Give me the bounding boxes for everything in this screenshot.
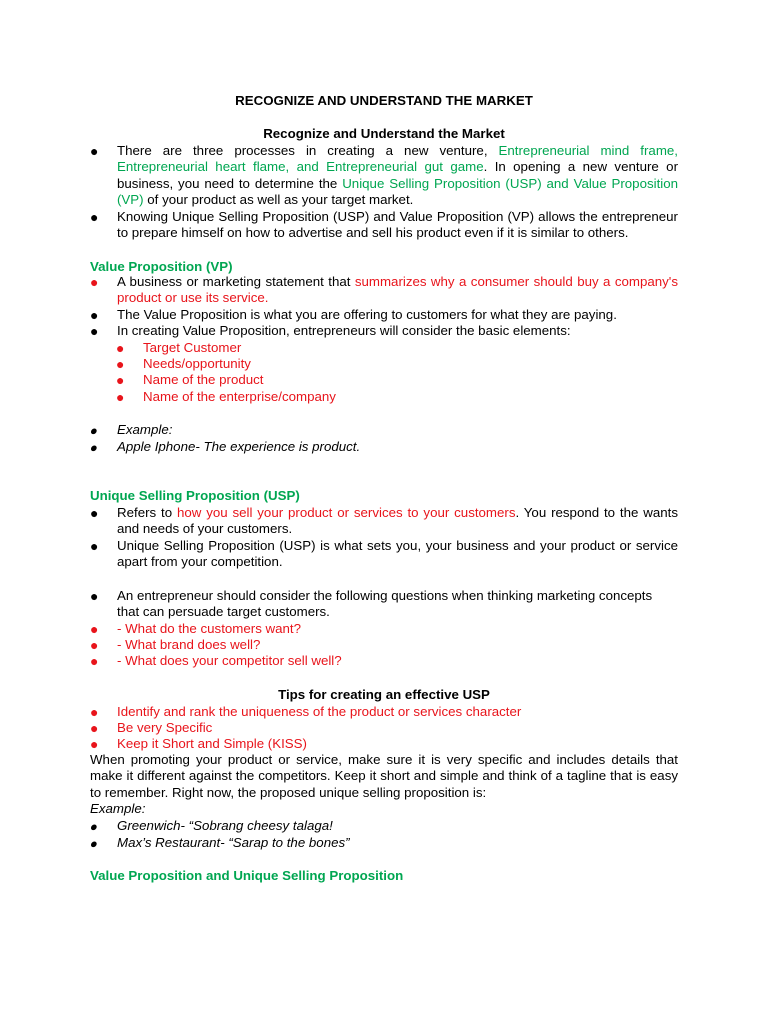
tips-example [90,835,678,851]
text-run: Refers to [117,505,177,520]
text-run: Unique Selling Proposition (USP) and Value Proposition (VP) [117,175,679,208]
text-run: Unique Selling Proposition (USP) is what sets you, your business and your product or service apart from your competition. [117,538,678,570]
vp-item-1 [90,274,678,307]
section-title: Recognize and Understand the Market [263,126,505,141]
text-run: Knowing Unique Selling Proposition (USP) and Value Proposition (VP) allows the entrepreneur to prepare himself on how to advertise and sell his product even if it is similar to others. [117,209,678,241]
vp-example-label [90,422,678,438]
bullet-icon: ● [88,836,100,851]
bullet-icon: ● [90,323,99,339]
intro-item-2-text [117,209,678,242]
bullet-icon: ● [88,423,100,438]
vp-item-2 [90,307,678,323]
usp-question-text: - What brand does well? [117,637,261,652]
tips-example-text: Max’s Restaurant- “Sarap to the bones” [117,835,350,850]
final-heading: Value Proposition and Unique Selling Proposition [90,868,404,883]
vp-element-text: Target Customer [143,340,242,355]
bullet-icon: ● [90,209,99,225]
usp-item-2-text [117,538,678,571]
vp-heading: Value Proposition (VP) [90,259,233,274]
text-run: Entrepreneurial mind frame, Entrepreneurial heart flame, and Entrepreneurial gut game [117,143,678,175]
usp-question [90,653,678,669]
usp-question [90,621,678,637]
vp-element [116,372,678,388]
bullet-icon: ● [116,372,125,388]
tip-item-text: Identify and rank the uniqueness of the product or services character [117,704,522,719]
bullet-icon: ● [90,704,99,720]
vp-element-text: Name of the enterprise/company [143,389,336,404]
text-run: A business or marketing statement that [117,274,355,289]
bullet-icon: ● [116,356,125,372]
bullet-icon: ● [90,307,99,323]
usp-questions-intro [90,588,678,621]
bullet-icon: ● [116,340,125,356]
bullet-icon: ● [90,538,99,554]
vp-element-text: Needs/opportunity [143,356,251,371]
usp-heading: Unique Selling Proposition (USP) [90,488,300,503]
usp-item-2 [90,538,678,571]
tip-item [90,720,678,736]
text-run: In creating Value Proposition, entrepreneurs will consider the basic elements: [117,323,571,338]
text-run: The Value Proposition is what you are offering to customers for what they are paying. [117,307,617,322]
vp-item-2-text [117,307,678,323]
tip-item-text: Be very Specific [117,720,213,735]
text-run: . In opening a new venture or business, you need to determine the [117,159,678,191]
tip-item-text: Keep it Short and Simple (KISS) [117,736,307,751]
vp-element [116,389,678,405]
vp-item-1-text [117,274,678,307]
vp-element-text: Name of the product [143,372,264,387]
usp-question [90,637,678,653]
tips-example-label: Example: [90,801,146,816]
text-run: There are three processes in creating a new venture, [117,143,499,158]
vp-example-text: Apple Iphone- The experience is product. [117,439,361,454]
usp-question-text: - What does your competitor sell well? [117,653,342,668]
tips-example [90,818,678,834]
vp-element [116,340,678,356]
bullet-icon: ● [116,389,125,405]
text-run: . You respond to the wants and needs of your customers. [117,505,678,537]
bullet-icon: ● [90,736,99,752]
usp-questions-intro-text: An entrepreneur should consider the following questions when thinking marketing concepts that can persuade target customers. [117,588,653,620]
vp-example-label-text: Example: [117,422,173,437]
intro-item-1-text [117,143,678,209]
tips-heading: Tips for creating an effective USP [278,687,490,702]
vp-example [90,439,678,455]
text-run: of your product as well as your target market. [143,192,414,208]
intro-item-1 [90,143,678,209]
text-run: summarizes why a consumer should buy a company's product or use its service. [117,274,678,306]
vp-element [116,356,678,372]
tip-item [90,704,678,720]
bullet-icon: ● [90,588,99,604]
usp-question-text: - What do the customers want? [117,621,302,636]
tips-example-text: Greenwich- “Sobrang cheesy talaga! [117,818,333,833]
usp-item-1-text [117,505,678,538]
tip-item [90,736,678,752]
intro-item-2 [90,209,678,242]
document-title: RECOGNIZE AND UNDERSTAND THE MARKET [235,93,533,108]
bullet-icon: ● [88,819,100,834]
vp-item-3-text [117,323,678,339]
bullet-icon: ● [90,637,99,653]
bullet-icon: ● [90,720,99,736]
bullet-icon: ● [90,621,99,637]
vp-item-3 [90,323,678,339]
bullet-icon: ● [90,143,99,159]
text-run: how you sell your product or services to your customers [176,505,516,520]
bullet-icon: ● [90,274,99,290]
bullet-icon: ● [90,653,99,669]
usp-item-1 [90,505,678,538]
bullet-icon: ● [90,505,99,521]
tips-paragraph: When promoting your product or service, make sure it is very specific and includes details that make it different against the competitors. Keep it short and simple and think of a tagline that is easy to remember. Right now, the proposed unique selling proposition is: [90,752,678,800]
bullet-icon: ● [88,440,100,455]
